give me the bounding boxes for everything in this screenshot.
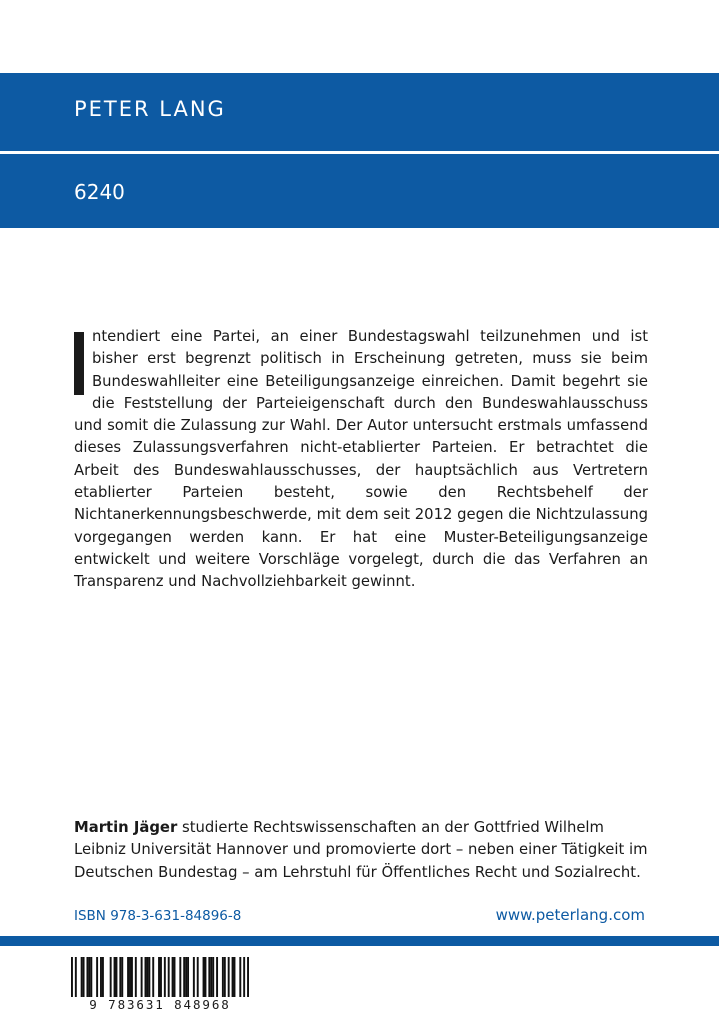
barcode	[70, 957, 250, 1013]
barcode-bar	[146, 957, 148, 999]
blurb-body: ntendiert eine Partei, an einer Bundestagswahl teilzunehmen und ist bisher erst begrenzt politisch in Erscheinung getreten, muss sie beim Bundeswahlleiter eine Beteiligungsanzeige einreichen. Damit begehrt sie die Feststellung der Parteieigenschaft durch den Bundeswahlausschuss und somit die Zulassung zur Wahl. Der Autor untersucht erstmals umfassend dieses Zulassungsverfahren nicht-etablierter Parteien. Er betrachtet die Arbeit des Bundeswahlausschusses, der hauptsächlich aus Vertretern etablierter Parteien besteht, sowie den Rechtsbehelf der Nichtanerkennungsbeschwerde, mit dem seit 2012 gegen die Nichtzulassung vorgegangen werden kann. Er hat eine Muster-Beteiligungsanzeige entwickelt und weitere Vorschläge vorgelegt, durch die das Verfahren an Transparenz und Nachvollziehbarkeit gewinnt.	[74, 328, 648, 591]
barcode-bar	[193, 957, 195, 999]
barcode-bar	[158, 957, 160, 999]
barcode-bar	[88, 957, 90, 999]
publisher-url[interactable]: www.peterlang.com	[495, 906, 645, 924]
barcode-bar	[160, 957, 162, 999]
barcode-bar	[183, 957, 185, 999]
author-name: Martin Jäger	[74, 819, 178, 836]
barcode-bar	[247, 957, 249, 999]
barcode-bar	[185, 957, 187, 999]
barcode-bars	[70, 957, 250, 999]
barcode-bar	[234, 957, 236, 999]
barcode-bar	[114, 957, 116, 999]
series-number: 6240	[74, 180, 125, 204]
barcode-bar	[232, 957, 234, 999]
barcode-bar	[81, 957, 83, 999]
barcode-bar	[208, 957, 210, 999]
barcode-bar	[222, 957, 224, 999]
barcode-bar	[203, 957, 205, 999]
blurb-text	[74, 326, 648, 594]
barcode-bar	[83, 957, 85, 999]
barcode-bar	[119, 957, 121, 999]
barcode-bar	[71, 957, 73, 999]
series-band	[0, 154, 719, 228]
dropcap	[74, 332, 84, 395]
author-bio-text: studierte Rechtswissenschaften an der Gottfried Wilhelm Leibniz Universität Hannover und promovierte dort – neben einer Tätigkeit im Deutschen Bundestag – am Lehrstuhl für Öffentliches Recht und Sozialrecht.	[74, 819, 648, 881]
barcode-bar	[197, 957, 199, 999]
barcode-bar	[75, 957, 77, 999]
barcode-bar	[243, 957, 245, 999]
barcode-bar	[148, 957, 150, 999]
publisher-name: PETER LANG	[74, 97, 226, 121]
isbn: ISBN 978-3-631-84896-8	[74, 908, 242, 924]
publisher-band	[0, 73, 719, 151]
barcode-digits: 9 783631 848968	[70, 997, 250, 1012]
barcode-bar	[179, 957, 181, 999]
barcode-bar	[239, 957, 241, 999]
barcode-bar	[102, 957, 104, 999]
barcode-bar	[135, 957, 137, 999]
footer-band	[0, 936, 719, 946]
barcode-bar	[116, 957, 118, 999]
barcode-bar	[174, 957, 176, 999]
barcode-bar	[187, 957, 189, 999]
barcode-bar	[145, 957, 147, 999]
barcode-bar	[224, 957, 226, 999]
barcode-bar	[205, 957, 207, 999]
barcode-bar	[212, 957, 214, 999]
barcode-bar	[168, 957, 170, 999]
barcode-bar	[86, 957, 88, 999]
barcode-bar	[216, 957, 218, 999]
barcode-bar	[164, 957, 166, 999]
barcode-bar	[129, 957, 131, 999]
barcode-bar	[90, 957, 92, 999]
barcode-bar	[152, 957, 154, 999]
barcode-bar	[131, 957, 133, 999]
barcode-bar	[121, 957, 123, 999]
barcode-bar	[96, 957, 98, 999]
author-bio	[74, 817, 648, 884]
barcode-bar	[127, 957, 129, 999]
barcode-bar	[100, 957, 102, 999]
barcode-bar	[228, 957, 230, 999]
barcode-bar	[210, 957, 212, 999]
barcode-bar	[172, 957, 174, 999]
barcode-bar	[141, 957, 143, 999]
barcode-bar	[110, 957, 112, 999]
